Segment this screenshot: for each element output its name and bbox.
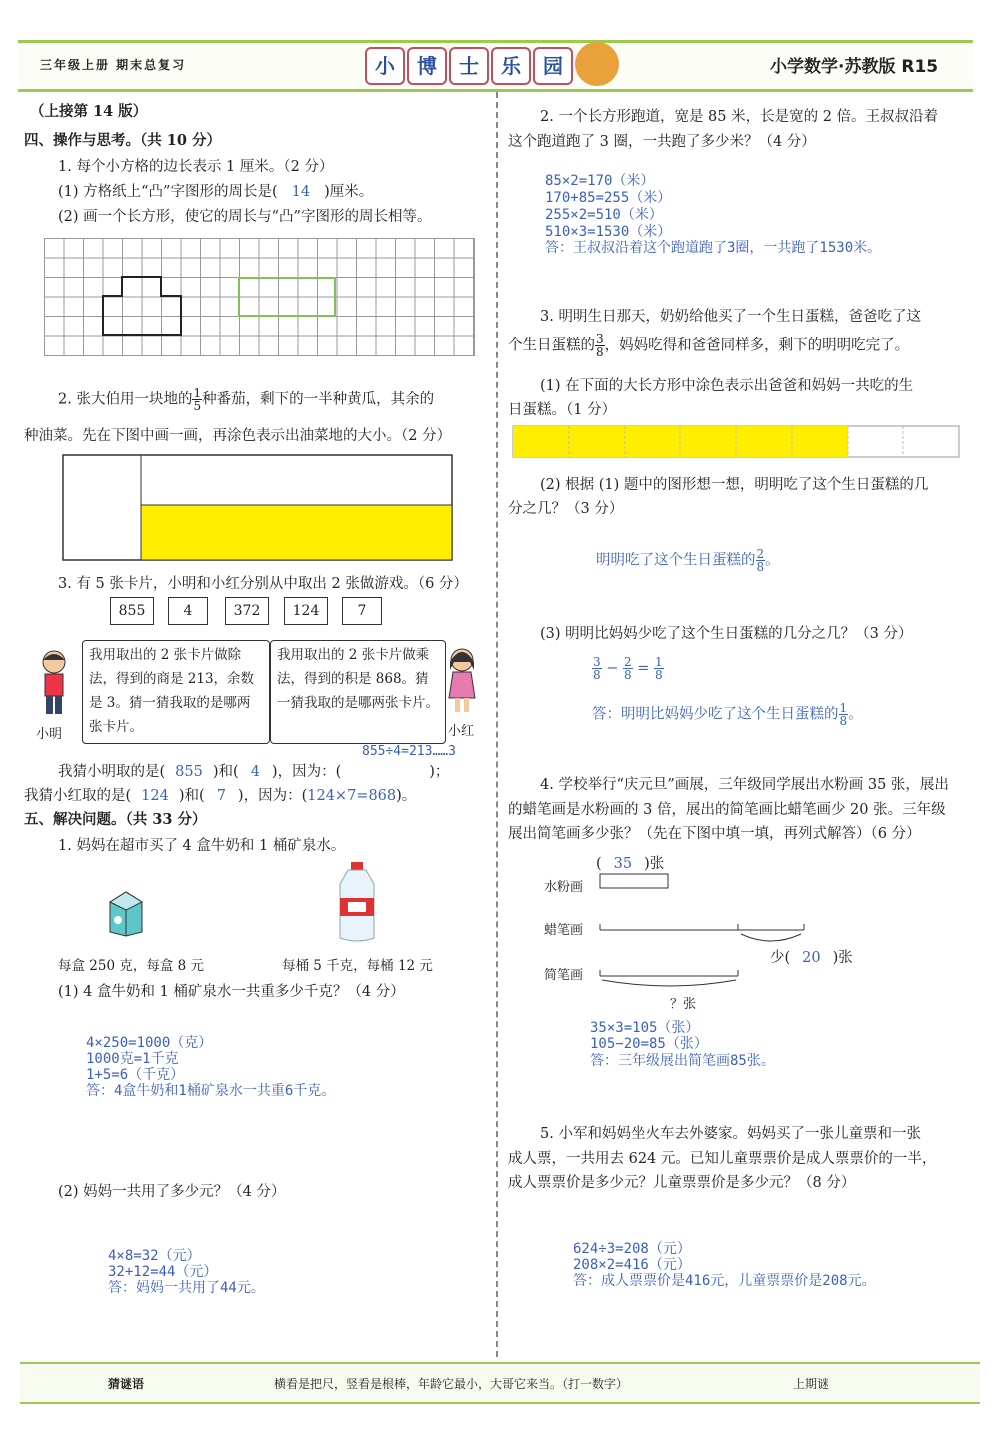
p1-2-answer: 答：妈妈一共用了44元。 (108, 1280, 265, 1296)
section-4-title: 四、操作与思考。（共 10 分） (24, 132, 222, 149)
q3-text: 3. 有 5 张卡片，小明和小红分别从中取出 2 张做游戏。（6 分） (58, 576, 468, 592)
continued-note: （上接第 14 版） (30, 103, 148, 120)
r-q3-line1: 3. 明明生日那天，奶奶给他买了一个生日蛋糕，爸爸吃了这 (540, 309, 921, 325)
header-title-char: 士 (449, 47, 489, 85)
q2-text-line2: 种油菜。先在下图中画一画，再涂色表示出油菜地的大小。（2 分） (24, 428, 452, 444)
r-q4-answer: 答：三年级展出简笔画85张。 (590, 1053, 775, 1069)
r-q3-2-line2: 分之几？（3 分） (508, 501, 624, 517)
r-q2-answer: 85×2=170（米） (545, 173, 655, 189)
number-card: 124 (284, 597, 328, 625)
r-q5-answer: 624÷3=208（元） (573, 1241, 691, 1257)
p1-1-answer: 1000克=1千克 (86, 1051, 179, 1067)
r-q2-line2: 这个跑道跑了 3 圈，一共跑了多少米？（4 分） (508, 134, 816, 150)
r-q4-label-sketch: 简笔画 (544, 968, 584, 983)
r-q4-top-label: ( 35 )张 (596, 856, 665, 872)
r-q4-answer: 35×3=105（张） (590, 1020, 700, 1036)
r-q5-line1: 5. 小军和妈妈坐火车去外婆家。妈妈买了一张儿童票和一张 (540, 1126, 921, 1142)
number-card: 855 (110, 597, 154, 625)
header-right-text: 小学数学·苏教版 R15 (770, 57, 939, 77)
p1-text: 1. 妈妈在超市买了 4 盒牛奶和 1 桶矿泉水。 (58, 838, 346, 854)
r-q5-answer: 208×2=416（元） (573, 1257, 691, 1273)
r-q4-segment-diagram (596, 868, 836, 988)
r-q4-line3: 展出简笔画多少张？（先在下图中填一填，再列式解答）（6 分） (508, 826, 921, 842)
field-diagram (62, 454, 454, 562)
r-q2-answer: 答：王叔叔沿着这个跑道跑了3圈，一共跑了1530米。 (545, 240, 882, 256)
r-q5-answer: 答：成人票票价是416元，儿童票票价是208元。 (573, 1273, 876, 1289)
section-5-title: 五、解决问题。（共 33 分） (24, 811, 207, 828)
r-q3-line2: 个生日蛋糕的 $\frac{3}{8}$ ，妈妈吃得和爸爸同样多，剩下的明明吃完了。 (508, 332, 910, 359)
milk-box-icon (102, 888, 150, 938)
drawn-rectangle (239, 278, 335, 316)
q1-text: 1. 每个小方格的边长表示 1 厘米。（2 分） (58, 159, 334, 175)
header-title-char: 乐 (491, 47, 531, 85)
lion-mascot-icon (575, 42, 619, 86)
r-q3-1-line1: (1) 在下面的大长方形中涂色表示出爸爸和妈妈一共吃的生 (540, 378, 914, 394)
r-q4-less-label: 少( 20 )张 (770, 950, 853, 966)
header-title-char: 小 (365, 47, 405, 85)
r-q2-line1: 2. 一个长方形跑道，宽是 85 米，长是宽的 2 倍。王叔叔沿着 (540, 109, 939, 125)
water-bottle-icon (334, 860, 380, 944)
number-card: 372 (225, 597, 269, 625)
guess1-line: 我猜小明取的是( 855 )和( 4 )，因为：( )； (58, 764, 450, 780)
footer-riddle: 横看是把尺，竖看是根棒，年龄它最小，大哥它来当。（打一数字） (274, 1377, 629, 1391)
girl-icon (444, 646, 480, 716)
number-card: 7 (342, 597, 382, 625)
r-q2-answer: 510×3=1530（米） (545, 224, 672, 240)
number-card: 4 (168, 597, 208, 625)
water-caption: 每桶 5 千克，每桶 12 元 (282, 958, 433, 974)
p1-2-text: (2) 妈妈一共用了多少元？（4 分） (58, 1184, 286, 1200)
rapeseed-area (141, 505, 452, 560)
p1-1-answer: 4×250=1000（克） (86, 1035, 213, 1051)
r-q3-2-answer: 明明吃了这个生日蛋糕的 $\frac{2}{8}$ 。 (596, 547, 780, 574)
r-q5-line2: 成人票，一共用去 624 元。已知儿童票票价是成人票票价的一半， (508, 1151, 937, 1167)
r-q3-3-answer: 答：明明比妈妈少吃了这个生日蛋糕的 $\frac{1}{8}$ 。 (592, 701, 863, 728)
q2-text: 2. 张大伯用一块地的 $\frac{1}{5}$ 种番茄，剩下的一半种黄瓜，其余的 (58, 386, 435, 413)
r-q5-line3: 成人票票价是多少元？儿童票票价是多少元？（8 分） (508, 1175, 856, 1191)
footer-right: 上期谜 (793, 1377, 830, 1391)
r-q4-line2: 的蜡笔画是水粉画的 3 倍，展出的简笔画比蜡笔画少 20 张。三年级 (508, 802, 946, 818)
boy-icon (36, 648, 72, 718)
calc-note: 855÷4=213……3 (362, 744, 456, 759)
footer-label: 猜谜语 (108, 1377, 145, 1391)
guess2-line: 我猜小红取的是( 124 )和( 7 )，因为：(124×7=868)。 (24, 788, 417, 804)
r-q3-2-line1: (2) 根据 (1) 题中的图形想一想，明明吃了这个生日蛋糕的几 (540, 477, 929, 493)
r-q3-1-line2: 日蛋糕。（1 分） (508, 402, 617, 418)
p1-2-answer: 32+12=44（元） (108, 1264, 218, 1280)
r-q2-answer: 170+85=255（米） (545, 190, 672, 206)
r-q4-label-crayon: 蜡笔画 (544, 923, 584, 938)
header-title-char: 博 (407, 47, 447, 85)
r-q4-line1: 4. 学校举行“庆元旦”画展，三年级同学展出水粉画 35 张，展出 (540, 777, 949, 793)
p1-2-answer: 4×8=32（元） (108, 1248, 201, 1264)
r-q4-answer: 105−20=85（张） (590, 1036, 708, 1052)
girl-speech-bubble: 我用取出的 2 张卡片做乘法，得到的积是 868。猜一猜我取的是哪两张卡片。 (270, 640, 446, 744)
r-q3-3-calc: $\frac{3}{8}$ − $\frac{2}{8}$ = $\frac{1}{8}$ (593, 655, 663, 682)
r-q3-3-text: (3) 明明比妈妈少吃了这个生日蛋糕的几分之几？（3 分） (540, 626, 913, 642)
header-left-text: 三年级上册 期末总复习 (40, 58, 187, 72)
boy-speech-bubble: 我用取出的 2 张卡片做除法，得到的商是 213，余数是 3。猜一猜我取的是哪两张卡片。 (82, 640, 270, 744)
grid-shapes (0, 0, 500, 400)
q1-1-answer: 14 (291, 184, 311, 200)
header-title-char: 园 (533, 47, 573, 85)
milk-caption: 每盒 250 克，每盒 8 元 (58, 958, 205, 974)
boy-name: 小明 (36, 727, 63, 742)
q1-2-text: (2) 画一个长方形，使它的周长与“凸”字图形的周长相等。 (58, 209, 432, 225)
cake-bar (512, 425, 962, 459)
q1-1-text: (1) 方格纸上“凸”字图形的周长是( 14 )厘米。 (58, 184, 374, 200)
r-q4-unknown: ？张 (670, 997, 697, 1012)
r-q4-label-watercolor: 水粉画 (544, 880, 584, 895)
convex-shape (103, 277, 181, 335)
p1-1-text: (1) 4 盒牛奶和 1 桶矿泉水一共重多少千克？（4 分） (58, 984, 405, 1000)
girl-name: 小红 (448, 724, 475, 739)
r-q2-answer: 255×2=510（米） (545, 207, 663, 223)
p1-1-answer: 1+5=6（千克） (86, 1067, 185, 1083)
p1-1-answer: 答：4盒牛奶和1桶矿泉水一共重6千克。 (86, 1083, 336, 1099)
